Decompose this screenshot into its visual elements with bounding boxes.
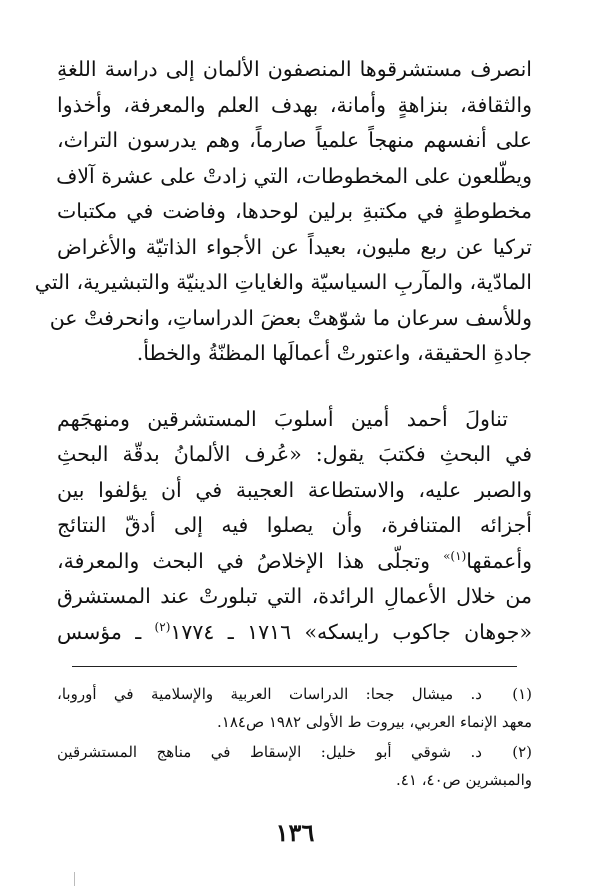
text-line: أجزائه المتنافرة، وأن يصلوا فيه إلى أدقّ النتائج <box>57 513 532 537</box>
text-line: تناولَ أحمد أمين أسلوبَ المستشرقين ومنهجَهم <box>57 406 508 431</box>
text-line: تركيا عن ربع مليون، بعيداً عن الأجواء الذاتيّة والأغراض <box>57 234 532 259</box>
text-line: جادةِ الحقيقة، واعتورتْ أعمالَها المظنّةُ والخطأ. <box>136 341 532 365</box>
footnote-1 <box>57 680 532 736</box>
text-line <box>57 544 532 580</box>
footnote-ref-1[interactable]: (١)» <box>443 548 467 563</box>
page-number: ١٣٦ <box>275 818 315 847</box>
footnote-number: (٢) <box>512 743 532 761</box>
text-line: المادّية، والمآربِ السياسيّة والغاياتِ الدينيّة والتبشيرية، التي <box>34 270 532 294</box>
text-line: على أنفسهم منهجاً علمياً صارماً، وهم يدرسون التراث، <box>57 128 532 152</box>
paragraph-1 <box>34 52 532 372</box>
text-line: انصرف مستشرقوها المنصفون الألمان إلى دراسة اللغةِ <box>57 57 532 81</box>
text-segment: وأعمقها <box>466 548 532 573</box>
text-line: من خلال الأعمالِ الرائدة، التي تبلورتْ عند المستشرق <box>57 584 532 608</box>
text-line <box>57 615 532 651</box>
footnote-line: معهد الإنماء العربي، بيروت ط الأولى ١٩٨٢ ص١٨٤. <box>217 713 532 731</box>
text-line: مخطوطةٍ في مكتبةِ برلين لوحدها، وفاضت في مكتبات <box>57 199 532 223</box>
main-text <box>34 52 533 650</box>
text-segment: وتجلّى هذا الإخلاصُ في البحث والمعرفة، <box>57 548 431 573</box>
text-line: ويطّلعون على المخطوطات، التي زادتْ على عشرة آلاف <box>56 163 532 188</box>
scan-mark <box>74 872 75 886</box>
text-line: في البحثِ فكتبَ يقول: «عُرف الألمانُ بدقّة البحثِ <box>57 442 532 466</box>
text-line: وللأسف سرعان ما شوّهتْ بعضَ الدراساتِ، وانحرفتْ عن <box>49 305 532 330</box>
text-segment: «جوهان جاكوب رايسكه» ١٧١٦ ـ ١٧٧٤ <box>170 619 533 644</box>
paragraph-gap <box>57 372 532 402</box>
footnote-2 <box>57 738 532 794</box>
footnote-number: (١) <box>512 685 532 703</box>
footnote-separator <box>72 666 517 667</box>
footnote-line: د. ميشال جحا: الدراسات العربية والإسلامية في أوروبا، <box>57 685 482 703</box>
footnote-ref-2[interactable]: (٢) <box>154 619 171 634</box>
text-segment: ـ مؤسس <box>57 619 142 644</box>
footnotes <box>57 680 532 794</box>
footnote-line: والمبشرين ص٤٠، ٤١. <box>396 771 532 789</box>
text-line: والصبر عليه، والاستطاعة العجيبة في أن يؤلفوا بين <box>57 477 532 502</box>
footnote-line: د. شوقي أبو خليل: الإسقاط في مناهج المستشرقين <box>57 743 482 761</box>
text-line: والثقافة، بنزاهةٍ وأمانة، بهدف العلم والمعرفة، وأخذوا <box>57 92 532 117</box>
paragraph-2 <box>57 402 532 651</box>
